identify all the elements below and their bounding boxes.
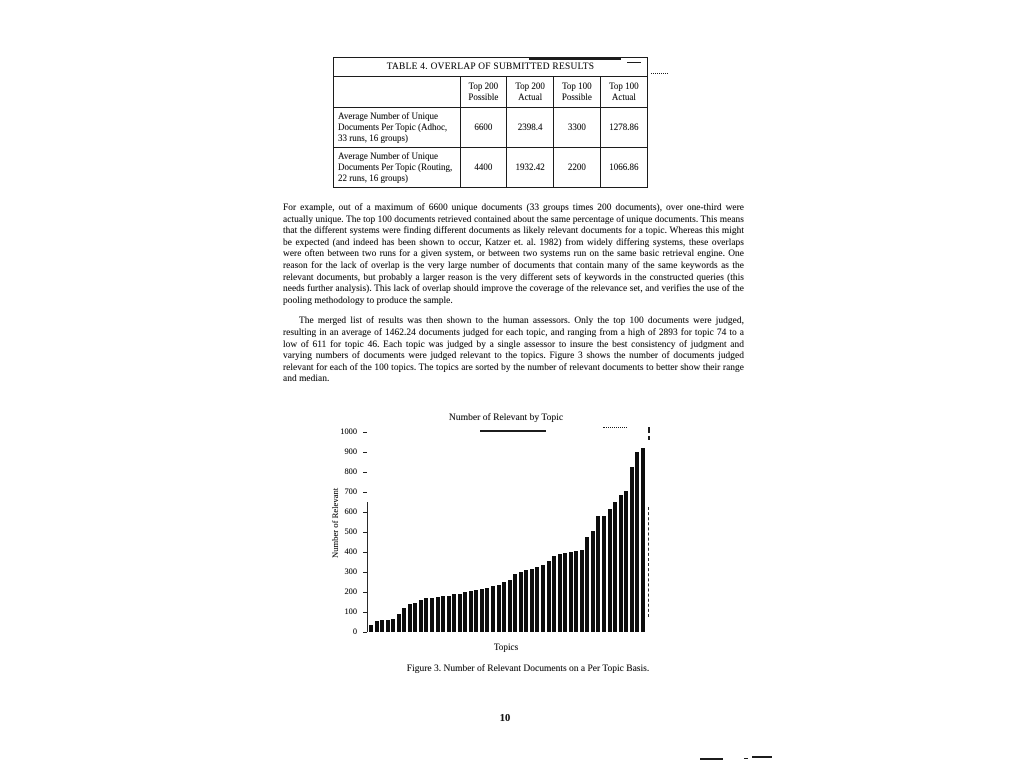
y-tick-label: 100 (344, 607, 357, 616)
y-axis-label: Number of Relevant (330, 487, 340, 558)
bar (375, 621, 379, 632)
y-tick-label: 0 (352, 627, 357, 636)
page-number: 10 (499, 713, 511, 724)
chart-title: Number of Relevant by Topic (448, 412, 564, 423)
bar (558, 554, 562, 632)
row-label-adhoc: Average Number of Unique Documents Per Topic (Adhoc, 33 runs, 16 groups) (334, 107, 460, 147)
bar (569, 552, 573, 632)
scan-artifact (651, 73, 668, 74)
bar (408, 604, 412, 632)
bar (413, 603, 417, 632)
y-tick-mark (363, 452, 367, 453)
bar (513, 574, 517, 632)
y-tick-label: 700 (344, 487, 357, 496)
cell-value: 3300 (554, 107, 601, 147)
figure3-bar-chart (322, 410, 662, 658)
y-axis-line (367, 502, 368, 632)
bar (635, 452, 639, 632)
cell-value: 1066.86 (600, 147, 647, 187)
bar (397, 614, 401, 632)
bar (469, 591, 473, 632)
bar (441, 596, 445, 632)
cell-value: 4400 (460, 147, 507, 187)
bar (480, 589, 484, 632)
bar (563, 553, 567, 632)
y-tick-mark (363, 472, 367, 473)
cell-value: 2200 (554, 147, 601, 187)
bar (419, 600, 423, 632)
chart-yaxis (322, 410, 359, 650)
table-header-top100-actual: Top 100 Actual (600, 77, 647, 107)
body-text (283, 203, 744, 386)
chart-plot (369, 432, 645, 632)
bar (430, 598, 434, 632)
bar (458, 594, 462, 632)
scan-artifact (744, 758, 748, 759)
x-axis-label: Topics (493, 642, 519, 652)
bar (596, 516, 600, 632)
table-row (334, 107, 647, 147)
scan-artifact (480, 430, 546, 432)
bar (502, 582, 506, 632)
bar (574, 551, 578, 632)
bar (508, 580, 512, 632)
bar (497, 585, 501, 632)
table-title: TABLE 4. OVERLAP OF SUBMITTED RESULTS (334, 58, 647, 77)
y-tick-mark (363, 432, 367, 433)
bar (447, 596, 451, 632)
y-tick-label: 500 (344, 527, 357, 536)
bar (591, 531, 595, 632)
cell-value: 6600 (460, 107, 507, 147)
bar (463, 592, 467, 632)
bar (624, 491, 628, 632)
bar (530, 569, 534, 632)
scan-artifact (700, 758, 723, 760)
cell-value: 1278.86 (600, 107, 647, 147)
cell-value: 1932.42 (507, 147, 554, 187)
bar (380, 620, 384, 632)
bar (424, 598, 428, 632)
paragraph-assessors: The merged list of results was then shown to the human assessors. Only the top 100 documents were judged, resulting in an average of 1462.24 documents judged for each topic, and ranging from a high of 2893 for topic 74 to a low of 611 for topic 46. Each topic was judged by a single assessor to insure the best consistency of judgment and varying numbers of documents were judged relevant to the topics. Figure 3 shows the number of documents judged relevant for each of the 100 topics. The topics are sorted by the number of relevant documents to better show their range and median. (283, 316, 744, 385)
bar (524, 570, 528, 632)
bar (608, 509, 612, 632)
scan-artifact (603, 427, 627, 428)
bar (391, 619, 395, 632)
row-label-routing: Average Number of Unique Documents Per Topic (Routing, 22 runs, 16 groups) (334, 147, 460, 187)
y-tick-label: 600 (344, 507, 357, 516)
bar (436, 597, 440, 632)
scan-artifact (648, 436, 650, 440)
bar (491, 586, 495, 632)
table-row (334, 147, 647, 187)
bar (613, 502, 617, 632)
bar (552, 556, 556, 632)
y-tick-label: 900 (344, 447, 357, 456)
paragraph-overlap: For example, out of a maximum of 6600 unique documents (33 groups times 200 documents), over one-third were actually unique. The top 100 documents retrieved contained about the same percentage of unique documents. This means that the different systems were finding different documents as likely relevant documents for a topic. Whereas this might be expected (and indeed has been shown to occur, Katzer et. al. 1982) from widely differing systems, these overlaps were often between two runs for a given system, or between two systems run on the same basic retrieval engine. One reason for the lack of overlap is the very large number of documents that contain many of the same keywords as the relevant documents, but probably a larger reason is the very different sets of keywords in the constructed queries (this needs further analysis). This lack of overlap should improve the coverage of the relevance set, and verifies the use of the pooling methodology to produce the sample. (283, 203, 744, 306)
scan-artifact (752, 756, 772, 758)
bar (541, 565, 545, 632)
scan-artifact (648, 507, 649, 617)
bar (535, 567, 539, 632)
bar (386, 620, 390, 632)
bar (602, 516, 606, 632)
y-tick-mark (363, 632, 367, 633)
figure-caption: Figure 3. Number of Relevant Documents on a Per Topic Basis. (406, 664, 650, 674)
table-header-top200-actual: Top 200 Actual (507, 77, 554, 107)
bar (580, 550, 584, 632)
bar (474, 590, 478, 632)
y-tick-label: 200 (344, 587, 357, 596)
results-table (333, 57, 648, 188)
bar (630, 467, 634, 632)
y-tick-label: 400 (344, 547, 357, 556)
table-header-row (334, 77, 647, 107)
y-tick-label: 300 (344, 567, 357, 576)
cell-value: 2398.4 (507, 107, 554, 147)
scan-artifact (648, 427, 650, 433)
bar (519, 572, 523, 632)
bar (585, 537, 589, 632)
bar (452, 594, 456, 632)
bar (619, 495, 623, 632)
y-tick-label: 800 (344, 467, 357, 476)
y-tick-label: 1000 (340, 427, 357, 436)
bar (369, 625, 373, 632)
table-header-top200-possible: Top 200 Possible (460, 77, 507, 107)
bar (547, 561, 551, 632)
bar (402, 608, 406, 632)
table-header-empty (334, 77, 460, 107)
table-header-top100-possible: Top 100 Possible (554, 77, 601, 107)
bar (641, 448, 645, 632)
y-tick-mark (363, 492, 367, 493)
bar (485, 588, 489, 632)
